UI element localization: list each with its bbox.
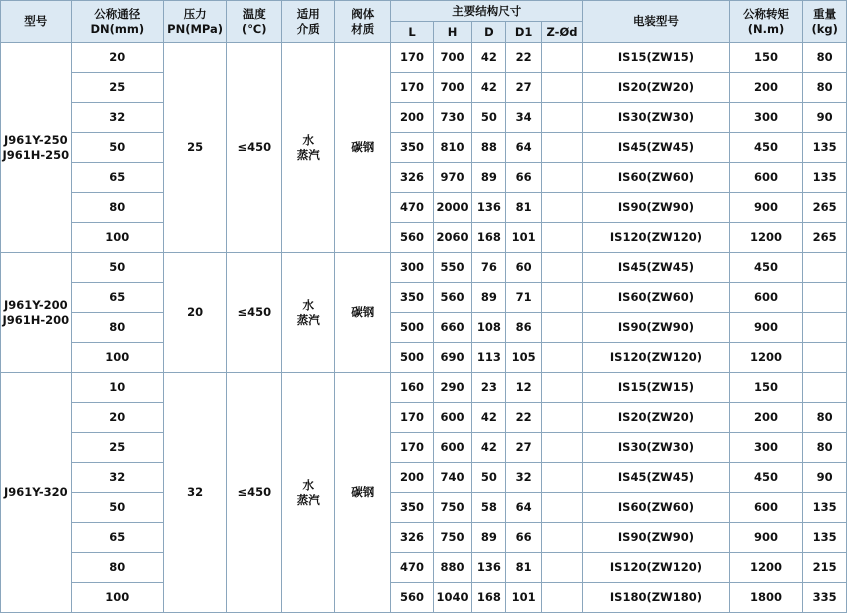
cell-dim-D1: 64 bbox=[506, 133, 541, 163]
cell-medium bbox=[282, 253, 335, 373]
table-row bbox=[1, 343, 847, 373]
header-weight-line2: (kg) bbox=[811, 21, 838, 36]
cell-dim-zd bbox=[541, 523, 583, 553]
cell-dim-L: 326 bbox=[391, 163, 434, 193]
cell-dn: 50 bbox=[71, 493, 163, 523]
cell-torque: 450 bbox=[729, 253, 803, 283]
cell-torque: 600 bbox=[729, 283, 803, 313]
cell-dim-D1: 32 bbox=[506, 463, 541, 493]
cell-dim-D1: 60 bbox=[506, 253, 541, 283]
cell-dim-D: 89 bbox=[472, 283, 506, 313]
cell-actuator-model: IS90(ZW90) bbox=[583, 193, 729, 223]
cell-weight bbox=[803, 283, 847, 313]
cell-dim-D: 76 bbox=[472, 253, 506, 283]
cell-dn: 65 bbox=[71, 523, 163, 553]
cell-dim-H: 700 bbox=[433, 73, 471, 103]
cell-dn: 65 bbox=[71, 163, 163, 193]
cell-dim-D1: 101 bbox=[506, 583, 541, 613]
cell-dim-H: 970 bbox=[433, 163, 471, 193]
table-row bbox=[1, 133, 847, 163]
cell-model bbox=[1, 373, 72, 613]
cell-dim-D: 42 bbox=[472, 43, 506, 73]
cell-model-line1: J961Y-250 bbox=[3, 133, 68, 148]
cell-dim-H: 740 bbox=[433, 463, 471, 493]
cell-actuator-model: IS20(ZW20) bbox=[583, 73, 729, 103]
cell-dim-L: 300 bbox=[391, 253, 434, 283]
cell-body-material: 碳钢 bbox=[335, 373, 391, 613]
table-row bbox=[1, 163, 847, 193]
table-row bbox=[1, 493, 847, 523]
header-temperature-line2: (℃) bbox=[242, 21, 267, 36]
cell-dim-zd bbox=[541, 253, 583, 283]
cell-dim-L: 170 bbox=[391, 43, 434, 73]
cell-dim-D: 168 bbox=[472, 223, 506, 253]
cell-medium-line1: 水 bbox=[302, 298, 314, 313]
cell-dim-H: 600 bbox=[433, 433, 471, 463]
table-row bbox=[1, 253, 847, 283]
cell-dim-zd bbox=[541, 343, 583, 373]
cell-torque: 300 bbox=[729, 103, 803, 133]
cell-dim-D: 136 bbox=[472, 553, 506, 583]
table-row bbox=[1, 43, 847, 73]
header-actuator-model: 电装型号 bbox=[583, 1, 729, 43]
cell-actuator-model: IS45(ZW45) bbox=[583, 133, 729, 163]
cell-dim-D1: 81 bbox=[506, 553, 541, 583]
cell-model-line1: J961Y-320 bbox=[3, 485, 68, 500]
cell-actuator-model: IS60(ZW60) bbox=[583, 163, 729, 193]
cell-weight: 265 bbox=[803, 193, 847, 223]
cell-weight: 335 bbox=[803, 583, 847, 613]
cell-dn: 100 bbox=[71, 343, 163, 373]
cell-dim-L: 500 bbox=[391, 313, 434, 343]
cell-dim-L: 160 bbox=[391, 373, 434, 403]
cell-torque: 1200 bbox=[729, 553, 803, 583]
cell-dim-zd bbox=[541, 193, 583, 223]
header-body-material-line1: 阀体 bbox=[351, 7, 375, 22]
cell-dim-L: 326 bbox=[391, 523, 434, 553]
cell-temperature: ≤450 bbox=[227, 253, 282, 373]
cell-temperature: ≤450 bbox=[227, 373, 282, 613]
table-row bbox=[1, 403, 847, 433]
cell-dn: 25 bbox=[71, 73, 163, 103]
cell-torque: 1200 bbox=[729, 343, 803, 373]
cell-torque: 300 bbox=[729, 433, 803, 463]
cell-dim-H: 880 bbox=[433, 553, 471, 583]
header-main-dimensions: 主要结构尺寸 bbox=[391, 1, 583, 22]
cell-weight bbox=[803, 343, 847, 373]
header-weight bbox=[803, 1, 847, 43]
cell-actuator-model: IS60(ZW60) bbox=[583, 283, 729, 313]
cell-dim-zd bbox=[541, 403, 583, 433]
cell-body-material: 碳钢 bbox=[335, 253, 391, 373]
cell-pressure: 32 bbox=[163, 373, 226, 613]
cell-dim-D: 89 bbox=[472, 523, 506, 553]
cell-torque: 150 bbox=[729, 373, 803, 403]
cell-dim-L: 560 bbox=[391, 583, 434, 613]
table-row bbox=[1, 463, 847, 493]
cell-dim-D: 50 bbox=[472, 463, 506, 493]
cell-dim-D: 89 bbox=[472, 163, 506, 193]
cell-actuator-model: IS45(ZW45) bbox=[583, 463, 729, 493]
cell-dim-zd bbox=[541, 583, 583, 613]
header-dn bbox=[71, 1, 163, 43]
cell-weight: 90 bbox=[803, 463, 847, 493]
cell-dn: 100 bbox=[71, 583, 163, 613]
cell-dim-D: 88 bbox=[472, 133, 506, 163]
cell-dim-D: 58 bbox=[472, 493, 506, 523]
cell-pressure: 20 bbox=[163, 253, 226, 373]
cell-actuator-model: IS120(ZW120) bbox=[583, 553, 729, 583]
cell-torque: 600 bbox=[729, 163, 803, 193]
table-row bbox=[1, 73, 847, 103]
table-row bbox=[1, 193, 847, 223]
table-row bbox=[1, 313, 847, 343]
cell-dim-zd bbox=[541, 103, 583, 133]
cell-dim-D1: 27 bbox=[506, 433, 541, 463]
cell-dn: 20 bbox=[71, 403, 163, 433]
cell-actuator-model: IS30(ZW30) bbox=[583, 103, 729, 133]
cell-dn: 80 bbox=[71, 313, 163, 343]
cell-dim-H: 290 bbox=[433, 373, 471, 403]
cell-dim-D1: 12 bbox=[506, 373, 541, 403]
cell-dn: 20 bbox=[71, 43, 163, 73]
cell-dim-D1: 105 bbox=[506, 343, 541, 373]
cell-weight: 135 bbox=[803, 523, 847, 553]
cell-model bbox=[1, 253, 72, 373]
table-row bbox=[1, 283, 847, 313]
cell-dim-L: 170 bbox=[391, 433, 434, 463]
cell-torque: 450 bbox=[729, 133, 803, 163]
cell-weight: 90 bbox=[803, 103, 847, 133]
header-temperature-line1: 温度 bbox=[242, 7, 266, 22]
cell-dn: 80 bbox=[71, 193, 163, 223]
cell-dim-H: 2000 bbox=[433, 193, 471, 223]
cell-medium-line1: 水 bbox=[302, 133, 314, 148]
cell-model bbox=[1, 43, 72, 253]
cell-actuator-model: IS90(ZW90) bbox=[583, 523, 729, 553]
cell-weight: 80 bbox=[803, 403, 847, 433]
header-torque-line1: 公称转矩 bbox=[742, 7, 789, 22]
header-model: 型号 bbox=[1, 1, 72, 43]
header-temperature bbox=[227, 1, 282, 43]
cell-medium-line1: 水 bbox=[302, 478, 314, 493]
cell-actuator-model: IS45(ZW45) bbox=[583, 253, 729, 283]
cell-weight bbox=[803, 373, 847, 403]
cell-dn: 100 bbox=[71, 223, 163, 253]
cell-dim-L: 560 bbox=[391, 223, 434, 253]
cell-torque: 900 bbox=[729, 313, 803, 343]
table-row bbox=[1, 553, 847, 583]
cell-dim-L: 350 bbox=[391, 133, 434, 163]
cell-dim-D: 168 bbox=[472, 583, 506, 613]
cell-weight: 135 bbox=[803, 133, 847, 163]
cell-dim-zd bbox=[541, 553, 583, 583]
cell-dim-D1: 86 bbox=[506, 313, 541, 343]
cell-body-material: 碳钢 bbox=[335, 43, 391, 253]
header-dim-D1: D1 bbox=[506, 22, 541, 43]
cell-medium bbox=[282, 43, 335, 253]
cell-medium bbox=[282, 373, 335, 613]
cell-dim-D1: 64 bbox=[506, 493, 541, 523]
cell-dim-H: 750 bbox=[433, 523, 471, 553]
cell-dn: 50 bbox=[71, 133, 163, 163]
cell-medium-line2: 蒸汽 bbox=[296, 492, 320, 507]
header-pressure-line1: 压力 bbox=[183, 7, 207, 22]
cell-torque: 450 bbox=[729, 463, 803, 493]
table-header bbox=[1, 1, 847, 43]
cell-dim-zd bbox=[541, 163, 583, 193]
cell-dim-zd bbox=[541, 463, 583, 493]
cell-weight bbox=[803, 253, 847, 283]
header-dim-D: D bbox=[472, 22, 506, 43]
cell-dim-zd bbox=[541, 373, 583, 403]
cell-dim-L: 170 bbox=[391, 403, 434, 433]
header-medium bbox=[282, 1, 335, 43]
header-body-material bbox=[335, 1, 391, 43]
cell-dim-D1: 22 bbox=[506, 43, 541, 73]
cell-dim-D1: 27 bbox=[506, 73, 541, 103]
header-torque bbox=[729, 1, 803, 43]
cell-actuator-model: IS90(ZW90) bbox=[583, 313, 729, 343]
cell-weight: 135 bbox=[803, 493, 847, 523]
header-pressure bbox=[163, 1, 226, 43]
cell-dim-H: 2060 bbox=[433, 223, 471, 253]
cell-dim-D: 42 bbox=[472, 403, 506, 433]
cell-dim-zd bbox=[541, 313, 583, 343]
cell-dim-zd bbox=[541, 223, 583, 253]
cell-weight: 265 bbox=[803, 223, 847, 253]
cell-weight: 80 bbox=[803, 73, 847, 103]
cell-torque: 900 bbox=[729, 523, 803, 553]
cell-dim-L: 500 bbox=[391, 343, 434, 373]
header-torque-line2: (N.m) bbox=[747, 21, 785, 36]
cell-dim-H: 550 bbox=[433, 253, 471, 283]
cell-dim-L: 350 bbox=[391, 283, 434, 313]
table-row bbox=[1, 433, 847, 463]
cell-dim-H: 730 bbox=[433, 103, 471, 133]
cell-dim-H: 700 bbox=[433, 43, 471, 73]
cell-dim-D1: 81 bbox=[506, 193, 541, 223]
table-row bbox=[1, 223, 847, 253]
cell-weight: 135 bbox=[803, 163, 847, 193]
header-body-material-line2: 材质 bbox=[351, 21, 375, 36]
cell-dim-L: 470 bbox=[391, 553, 434, 583]
cell-dim-D1: 66 bbox=[506, 163, 541, 193]
cell-dim-zd bbox=[541, 133, 583, 163]
cell-actuator-model: IS60(ZW60) bbox=[583, 493, 729, 523]
header-medium-line1: 适用 bbox=[296, 7, 320, 22]
cell-dim-H: 660 bbox=[433, 313, 471, 343]
cell-dn: 50 bbox=[71, 253, 163, 283]
cell-torque: 200 bbox=[729, 73, 803, 103]
cell-torque: 1200 bbox=[729, 223, 803, 253]
cell-dim-D1: 34 bbox=[506, 103, 541, 133]
cell-model-line2: J961H-250 bbox=[2, 147, 70, 162]
cell-dim-L: 200 bbox=[391, 463, 434, 493]
cell-medium-line2: 蒸汽 bbox=[296, 312, 320, 327]
cell-weight: 215 bbox=[803, 553, 847, 583]
cell-dim-D1: 22 bbox=[506, 403, 541, 433]
cell-dim-H: 1040 bbox=[433, 583, 471, 613]
cell-dim-zd bbox=[541, 43, 583, 73]
cell-dn: 25 bbox=[71, 433, 163, 463]
cell-dim-zd bbox=[541, 73, 583, 103]
cell-dim-H: 750 bbox=[433, 493, 471, 523]
cell-dim-D1: 66 bbox=[506, 523, 541, 553]
cell-dim-D: 108 bbox=[472, 313, 506, 343]
cell-dim-D: 42 bbox=[472, 433, 506, 463]
cell-dim-D: 136 bbox=[472, 193, 506, 223]
header-weight-line1: 重量 bbox=[813, 7, 837, 22]
cell-dim-zd bbox=[541, 433, 583, 463]
cell-dim-zd bbox=[541, 283, 583, 313]
cell-torque: 200 bbox=[729, 403, 803, 433]
cell-dim-L: 170 bbox=[391, 73, 434, 103]
table-row bbox=[1, 103, 847, 133]
cell-temperature: ≤450 bbox=[227, 43, 282, 253]
table-body bbox=[1, 43, 847, 613]
cell-dn: 65 bbox=[71, 283, 163, 313]
cell-actuator-model: IS120(ZW120) bbox=[583, 343, 729, 373]
cell-dim-L: 200 bbox=[391, 103, 434, 133]
cell-actuator-model: IS15(ZW15) bbox=[583, 373, 729, 403]
header-dn-line2: DN(mm) bbox=[90, 21, 145, 36]
cell-dim-H: 600 bbox=[433, 403, 471, 433]
table-row bbox=[1, 583, 847, 613]
cell-pressure: 25 bbox=[163, 43, 226, 253]
header-dn-line1: 公称通径 bbox=[94, 7, 141, 22]
cell-actuator-model: IS20(ZW20) bbox=[583, 403, 729, 433]
header-dim-zd: Z-Ød bbox=[541, 22, 583, 43]
cell-torque: 600 bbox=[729, 493, 803, 523]
table-row bbox=[1, 523, 847, 553]
cell-dim-H: 560 bbox=[433, 283, 471, 313]
cell-dim-D: 42 bbox=[472, 73, 506, 103]
cell-dn: 32 bbox=[71, 103, 163, 133]
cell-dim-L: 350 bbox=[391, 493, 434, 523]
cell-weight bbox=[803, 313, 847, 343]
cell-dim-D: 23 bbox=[472, 373, 506, 403]
cell-weight: 80 bbox=[803, 433, 847, 463]
cell-dim-D: 50 bbox=[472, 103, 506, 133]
cell-dim-D1: 71 bbox=[506, 283, 541, 313]
cell-torque: 1800 bbox=[729, 583, 803, 613]
cell-actuator-model: IS180(ZW180) bbox=[583, 583, 729, 613]
cell-dim-H: 690 bbox=[433, 343, 471, 373]
cell-dn: 10 bbox=[71, 373, 163, 403]
cell-dim-H: 810 bbox=[433, 133, 471, 163]
header-dim-L: L bbox=[391, 22, 434, 43]
cell-actuator-model: IS30(ZW30) bbox=[583, 433, 729, 463]
cell-model-line1: J961Y-200 bbox=[3, 298, 68, 313]
cell-dim-D1: 101 bbox=[506, 223, 541, 253]
header-medium-line2: 介质 bbox=[296, 21, 320, 36]
cell-actuator-model: IS15(ZW15) bbox=[583, 43, 729, 73]
cell-torque: 150 bbox=[729, 43, 803, 73]
cell-model-line2: J961H-200 bbox=[2, 312, 70, 327]
cell-dim-D: 113 bbox=[472, 343, 506, 373]
cell-torque: 900 bbox=[729, 193, 803, 223]
table-row bbox=[1, 373, 847, 403]
cell-dn: 32 bbox=[71, 463, 163, 493]
cell-dim-L: 470 bbox=[391, 193, 434, 223]
header-dim-H: H bbox=[433, 22, 471, 43]
cell-weight: 80 bbox=[803, 43, 847, 73]
cell-dim-zd bbox=[541, 493, 583, 523]
cell-actuator-model: IS120(ZW120) bbox=[583, 223, 729, 253]
cell-dn: 80 bbox=[71, 553, 163, 583]
header-pressure-line2: PN(MPa) bbox=[167, 21, 224, 36]
cell-medium-line2: 蒸汽 bbox=[296, 147, 320, 162]
